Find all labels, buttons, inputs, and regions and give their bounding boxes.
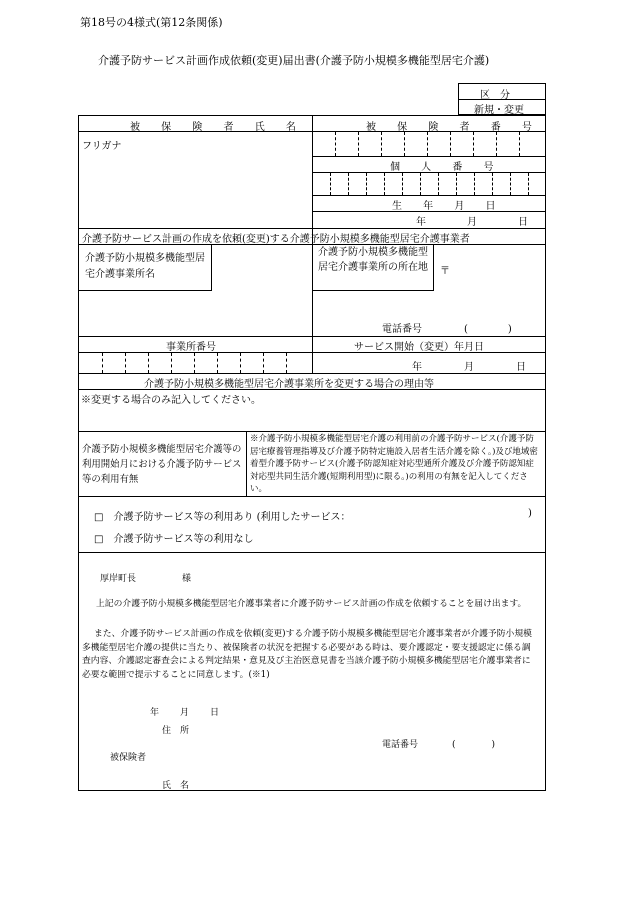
birthdate-label: 生 年 月 日 [392, 201, 505, 212]
declaration-year: 年 [150, 708, 160, 718]
name-label: 氏 名 [162, 781, 190, 791]
insured-name-field[interactable] [80, 132, 310, 228]
insured-name-label: 被 保 険 者 氏 名 [130, 122, 305, 133]
form-number: 第18号の4様式(第12条関係) [80, 16, 223, 29]
addressee: 厚岸町長 [100, 574, 137, 584]
address-label: 住 所 [162, 726, 190, 736]
office-name-label: 介護予防小規模多機能型居宅介護事業所名 [85, 253, 205, 280]
usage-instruction: ※介護予防小規模多機能型居宅介護の利用前の介護予防サービス(介護予防居宅療養管理指導及び介護予防特定施設入居者生活介護を除く。)及び地域密着型介護予防サービス(介護予防認知症対応型通所介護及び介護予防認知症対応型共同生活介護(短期利用型)に限る。)の利用の有無を記入してください。 [250, 434, 538, 494]
birthdate-day: 日 [518, 217, 528, 228]
postal-mark: 〒 [440, 266, 450, 277]
declaration-paragraph-1: 上記の介護予防小規模多機能型居宅介護事業者に介護予防サービス計画の作成を依頼することを届け出ます。 [96, 599, 527, 609]
birthdate-year: 年 [416, 217, 426, 228]
change-reason-title: 介護予防小規模多機能型居宅介護事業所を変更する場合の理由等 [144, 379, 434, 390]
provider-phone-label: 電話番号 [382, 324, 422, 335]
declaration-day: 日 [210, 708, 220, 718]
office-number-label: 事業所番号 [166, 342, 216, 353]
declaration-phone-label: 電話番号 [382, 740, 419, 750]
service-start-month: 月 [464, 362, 474, 373]
usage-question: 介護予防小規模多機能型居宅介護等の利用開始月における介護予防サービス等の利用有無 [82, 444, 242, 485]
option-usage-no[interactable]: □ 介護予防サービス等の利用なし [94, 534, 254, 545]
category-label: 区 分 [480, 90, 510, 101]
option-usage-yes-close: ) [528, 508, 532, 519]
insured-number-label: 被 保 険 者 番 号 [366, 122, 541, 133]
declaration-paragraph-2: また、介護予防サービス計画の作成を依頼(変更)する介護予防小規模多機能型居宅介護事業者が介護予防小規模多機能型居宅介護の提供に当たり、被保険者の状況を把握する必要がある時は、要介護認定・要支援認定に係る調査内容、介護認定審査会による判定結果・意見及び主治医意見書を当該介護予防小規模多機能型居宅介護事業者に必要な範囲で提示することに同意します。(※1) [82, 629, 532, 680]
furigana-label: フリガナ [82, 141, 122, 152]
honorific: 様 [182, 574, 192, 584]
insured-label: 被保険者 [110, 753, 147, 763]
category-value[interactable]: 新規・変更 [474, 105, 524, 116]
service-start-day: 日 [516, 362, 526, 373]
provider-phone-field[interactable]: ( ) [464, 324, 512, 335]
office-address-field[interactable] [436, 246, 544, 290]
office-address-label: 介護予防小規模多機能型居宅介護事業所の所在地 [318, 247, 428, 273]
service-start-year: 年 [412, 362, 422, 373]
name-field[interactable] [200, 773, 500, 789]
option-usage-yes[interactable]: □ 介護予防サービス等の利用あり (利用したサービス： [94, 512, 351, 523]
service-start-label: サービス開始（変更）年月日 [354, 342, 484, 353]
address-field[interactable] [200, 718, 500, 734]
declaration-month: 月 [180, 708, 190, 718]
change-reason-field[interactable] [80, 404, 544, 430]
personal-number-label: 個 人 番 号 [390, 162, 503, 173]
page-title: 介護予防サービス計画作成依頼(変更)届出書(介護予防小規模多機能型居宅介護) [98, 54, 490, 67]
change-reason-note: ※変更する場合のみ記入してください。 [81, 395, 261, 406]
birthdate-month: 月 [467, 217, 477, 228]
declaration-phone-field[interactable]: ( ) [452, 740, 496, 750]
provider-section-title: 介護予防サービス計画の作成を依頼(変更)する介護予防小規模多機能型居宅介護事業者 [82, 234, 470, 245]
office-name-field[interactable] [80, 292, 310, 336]
